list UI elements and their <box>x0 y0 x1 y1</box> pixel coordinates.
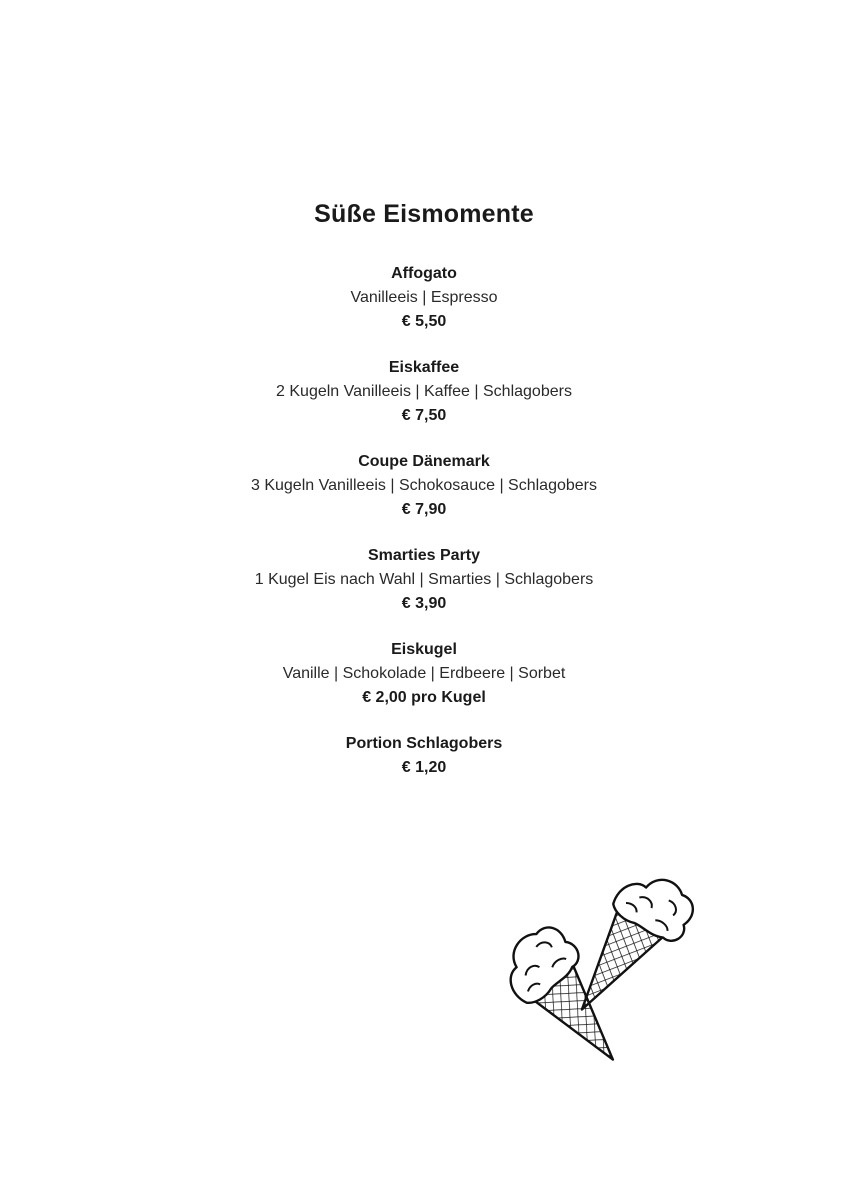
item-description: 3 Kugeln Vanilleeis | Schokosauce | Schlagobers <box>250 477 597 494</box>
item-name: Eiskaffee <box>388 359 460 376</box>
item-name: Portion Schlagobers <box>345 735 503 752</box>
menu-item-eiskaffee <box>0 356 848 428</box>
item-description: Vanilleeis | Espresso <box>350 289 498 306</box>
item-description: 1 Kugel Eis nach Wahl | Smarties | Schlagobers <box>254 571 594 588</box>
item-name: Affogato <box>391 265 457 282</box>
menu-list <box>0 262 848 802</box>
menu-item-smarties-party <box>0 544 848 616</box>
item-price: € 1,20 <box>401 759 447 776</box>
item-description: Vanille | Schokolade | Erdbeere | Sorbet <box>282 665 566 682</box>
ice-cream-cones-icon <box>484 855 724 1080</box>
item-price: € 7,50 <box>401 407 447 424</box>
item-price: € 7,90 <box>401 501 447 518</box>
menu-item-coupe-daenemark <box>0 450 848 522</box>
item-name: Smarties Party <box>367 547 481 564</box>
item-name: Eiskugel <box>391 641 457 658</box>
item-price: € 2,00 pro Kugel <box>362 689 486 706</box>
menu-item-portion-schlagobers <box>0 732 848 780</box>
item-price: € 3,90 <box>401 595 447 612</box>
menu-item-eiskugel <box>0 638 848 710</box>
item-price: € 5,50 <box>401 313 447 330</box>
menu-item-affogato <box>0 262 848 334</box>
page-title: Süße Eismomente <box>314 200 534 228</box>
item-description: 2 Kugeln Vanilleeis | Kaffee | Schlagobers <box>276 383 572 400</box>
item-name: Coupe Dänemark <box>358 453 490 470</box>
